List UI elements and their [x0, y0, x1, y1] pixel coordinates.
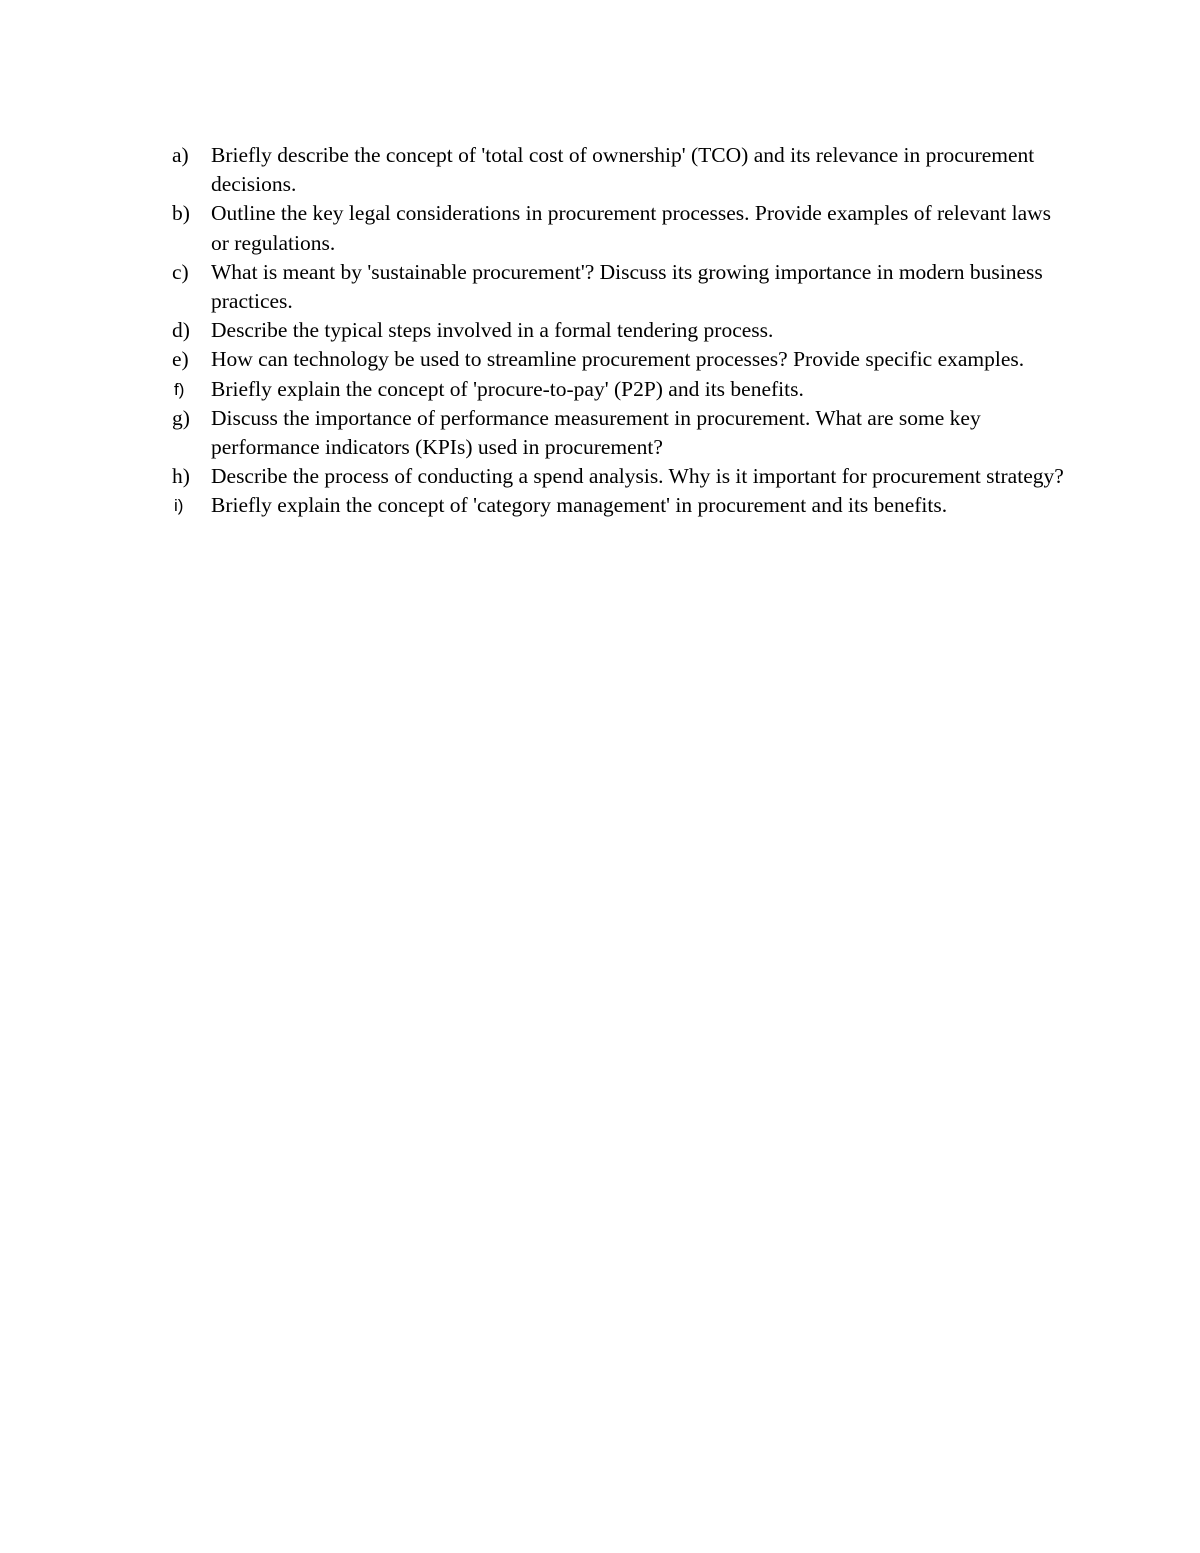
question-text: Briefly explain the concept of 'procure-to-pay' (P2P) and its benefits. — [211, 376, 804, 401]
question-item-i — [172, 491, 1072, 520]
question-text: Briefly explain the concept of 'category management' in procurement and its benefits. — [211, 493, 948, 518]
question-marker: i) — [174, 496, 184, 516]
question-item-a — [172, 141, 1072, 199]
question-text: Discuss the importance of performance measurement in procurement. What are some key performance indicators (KPIs) used in procurement? — [211, 405, 981, 460]
question-item-d — [172, 316, 1072, 345]
question-item-f — [172, 375, 1072, 404]
question-text: What is meant by 'sustainable procurement'? Discuss its growing importance in modern business practices. — [211, 259, 1043, 314]
question-text: Describe the process of conducting a spend analysis. Why is it important for procurement strategy? — [211, 464, 1064, 489]
question-marker: b) — [172, 201, 190, 226]
question-item-b — [172, 199, 1072, 257]
question-list — [172, 141, 1072, 521]
question-marker: f) — [174, 379, 185, 399]
question-marker: e) — [172, 347, 189, 372]
question-marker: d) — [172, 318, 190, 343]
question-marker: a) — [172, 143, 189, 167]
question-text: Outline the key legal considerations in procurement processes. Provide examples of relevant laws or regulations. — [211, 201, 1052, 255]
question-item-h — [172, 462, 1072, 491]
question-marker: h) — [172, 464, 190, 489]
question-text: Describe the typical steps involved in a formal tendering process. — [211, 318, 774, 343]
question-item-c — [172, 258, 1072, 316]
question-marker: g) — [172, 405, 190, 430]
question-item-e — [172, 345, 1072, 374]
question-text: Briefly describe the concept of 'total cost of ownership' (TCO) and its relevance in procurement decisions. — [211, 143, 1035, 197]
question-item-g — [172, 404, 1072, 462]
question-marker: c) — [172, 259, 189, 284]
question-text: How can technology be used to streamline procurement processes? Provide specific examples. — [211, 347, 1025, 372]
